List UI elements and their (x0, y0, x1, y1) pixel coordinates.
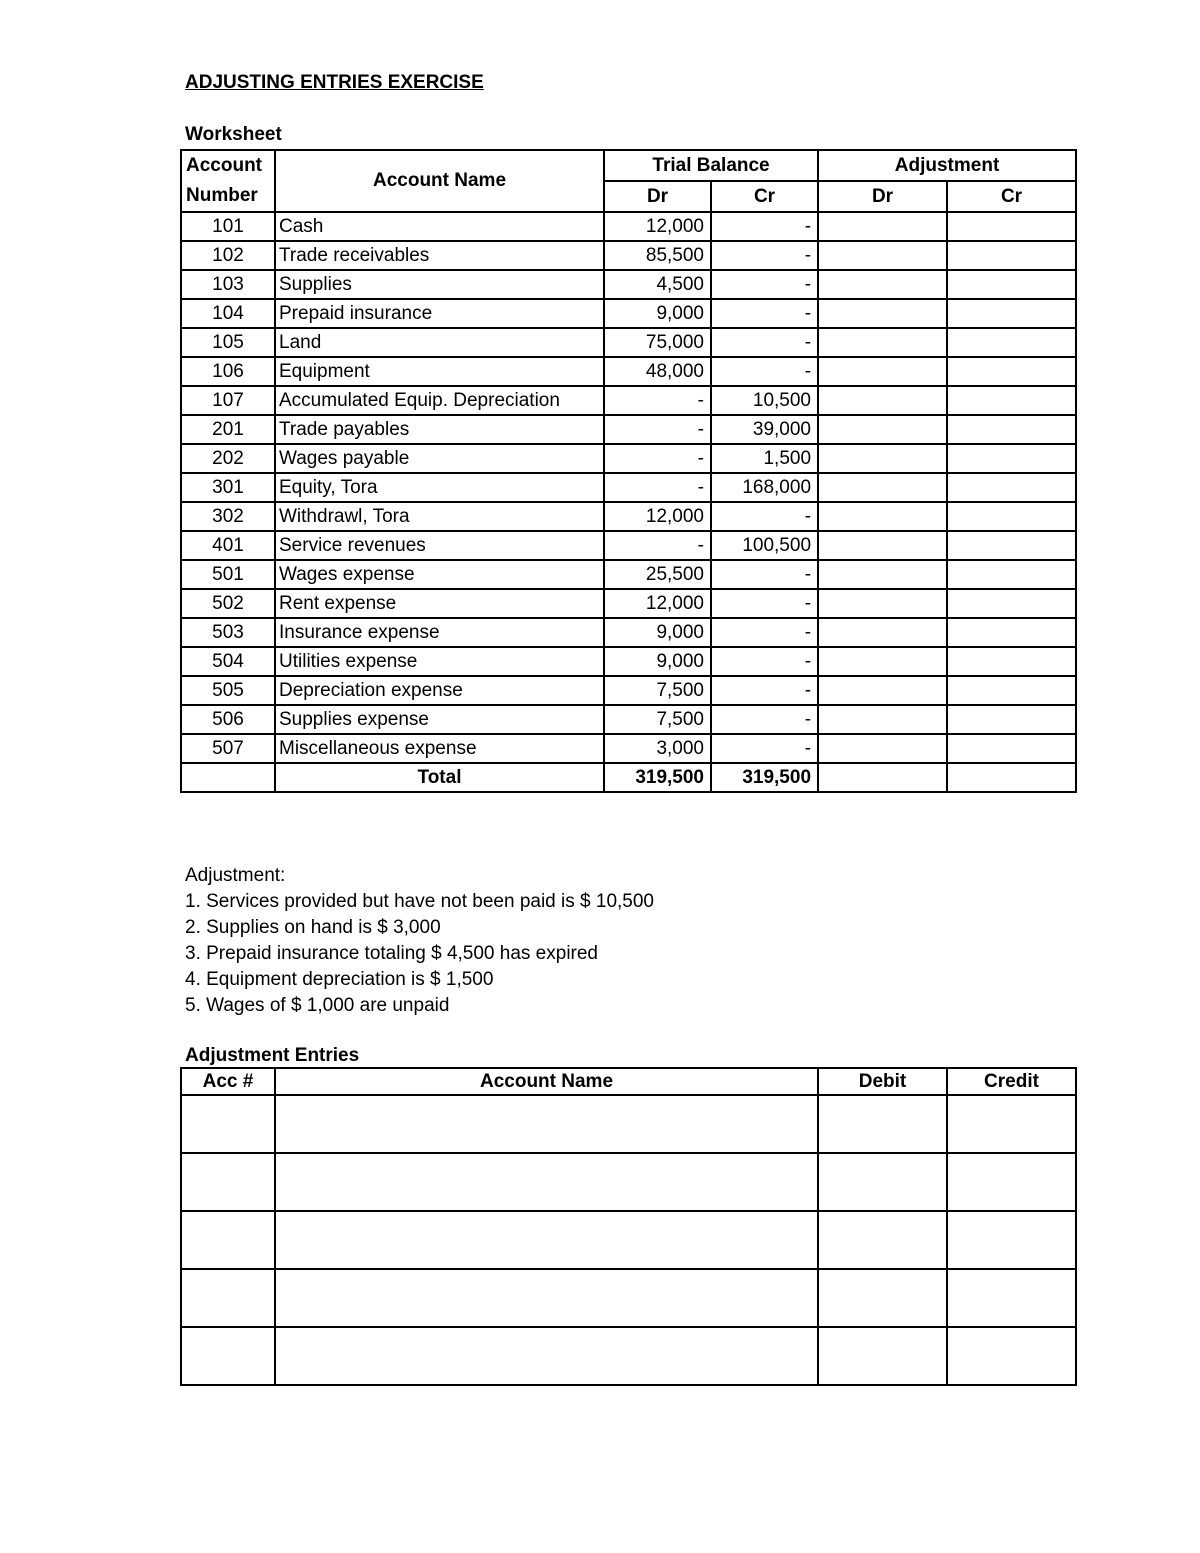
trial-cr: 39,000 (711, 415, 818, 444)
adjust-cr-cell[interactable] (947, 241, 1076, 270)
trial-cr: 10,500 (711, 386, 818, 415)
adjust-cr-cell[interactable] (947, 386, 1076, 415)
adjust-cr-cell[interactable] (947, 270, 1076, 299)
entry-acc-cell[interactable] (181, 1095, 275, 1153)
adjust-cr-cell[interactable] (947, 705, 1076, 734)
trial-dr: 3,000 (604, 734, 711, 763)
table-row (181, 357, 1076, 386)
entry-acc-cell[interactable] (181, 1327, 275, 1385)
trial-cr: - (711, 589, 818, 618)
trial-dr: - (604, 444, 711, 473)
table-row (181, 328, 1076, 357)
trial-dr: 7,500 (604, 676, 711, 705)
trial-cr: - (711, 705, 818, 734)
trial-dr: 9,000 (604, 618, 711, 647)
adjust-dr-cell[interactable] (818, 473, 947, 502)
adjust-cr-header: Cr (947, 181, 1076, 212)
adjust-cr-cell[interactable] (947, 734, 1076, 763)
account-number-header (181, 150, 275, 212)
adjust-dr-cell[interactable] (818, 734, 947, 763)
entry-row (181, 1153, 1076, 1211)
trial-dr: - (604, 415, 711, 444)
trial-dr: 4,500 (604, 270, 711, 299)
account-number: 501 (181, 560, 275, 589)
account-name: Rent expense (275, 589, 604, 618)
entry-credit-cell[interactable] (947, 1095, 1076, 1153)
trial-cr-header: Cr (711, 181, 818, 212)
trial-dr: - (604, 473, 711, 502)
acc-no-header: Acc # (181, 1068, 275, 1095)
trial-dr: 85,500 (604, 241, 711, 270)
table-row (181, 647, 1076, 676)
trial-dr: - (604, 531, 711, 560)
adjust-cr-cell[interactable] (947, 444, 1076, 473)
adjust-cr-cell[interactable] (947, 618, 1076, 647)
worksheet-label: Worksheet (185, 124, 282, 145)
adjust-cr-cell[interactable] (947, 299, 1076, 328)
total-adj-dr[interactable] (818, 763, 947, 792)
entry-row (181, 1095, 1076, 1153)
account-number: 101 (181, 212, 275, 241)
entry-acc-cell[interactable] (181, 1269, 275, 1327)
account-number: 301 (181, 473, 275, 502)
trial-dr: 48,000 (604, 357, 711, 386)
trial-dr-header: Dr (604, 181, 711, 212)
table-row (181, 386, 1076, 415)
adjust-cr-cell[interactable] (947, 531, 1076, 560)
adjust-cr-cell[interactable] (947, 676, 1076, 705)
trial-dr: 25,500 (604, 560, 711, 589)
adjust-dr-cell[interactable] (818, 676, 947, 705)
adjust-cr-cell[interactable] (947, 647, 1076, 676)
trial-cr: - (711, 357, 818, 386)
table-row (181, 270, 1076, 299)
table-row (181, 676, 1076, 705)
account-name: Supplies (275, 270, 604, 299)
entry-debit-cell[interactable] (818, 1269, 947, 1327)
total-label: Total (275, 763, 604, 792)
adjustment-item: 1. Services provided but have not been paid is $ 10,500 (185, 891, 654, 912)
trial-cr: - (711, 212, 818, 241)
trial-cr: 100,500 (711, 531, 818, 560)
entry-name-cell[interactable] (275, 1153, 818, 1211)
trial-cr: 1,500 (711, 444, 818, 473)
account-number: 503 (181, 618, 275, 647)
trial-dr: 7,500 (604, 705, 711, 734)
account-number: 401 (181, 531, 275, 560)
entry-name-cell[interactable] (275, 1095, 818, 1153)
account-name: Supplies expense (275, 705, 604, 734)
trial-cr: - (711, 734, 818, 763)
trial-cr: - (711, 676, 818, 705)
account-number: 302 (181, 502, 275, 531)
table-row (181, 734, 1076, 763)
entry-account-name-header: Account Name (275, 1068, 818, 1095)
adjustment-item: 5. Wages of $ 1,000 are unpaid (185, 995, 450, 1016)
table-row (181, 415, 1076, 444)
entry-row (181, 1211, 1076, 1269)
trial-cr: - (711, 647, 818, 676)
account-name: Insurance expense (275, 618, 604, 647)
account-number: 202 (181, 444, 275, 473)
trial-dr: 9,000 (604, 647, 711, 676)
trial-cr: - (711, 328, 818, 357)
trial-cr: - (711, 241, 818, 270)
account-number: 103 (181, 270, 275, 299)
account-number: 104 (181, 299, 275, 328)
account-name: Wages expense (275, 560, 604, 589)
entry-name-cell[interactable] (275, 1269, 818, 1327)
total-empty-cell (181, 763, 275, 792)
page-title: ADJUSTING ENTRIES EXERCISE (185, 72, 484, 93)
entry-debit-cell[interactable] (818, 1327, 947, 1385)
worksheet-table (180, 149, 1077, 793)
trial-dr: 75,000 (604, 328, 711, 357)
adjust-dr-cell[interactable] (818, 647, 947, 676)
account-name: Miscellaneous expense (275, 734, 604, 763)
account-name-header: Account Name (275, 150, 604, 212)
account-number: 105 (181, 328, 275, 357)
trial-cr: - (711, 502, 818, 531)
entry-credit-cell[interactable] (947, 1269, 1076, 1327)
adjust-dr-cell[interactable] (818, 270, 947, 299)
adjust-dr-cell[interactable] (818, 415, 947, 444)
adjust-cr-cell[interactable] (947, 473, 1076, 502)
account-number: 506 (181, 705, 275, 734)
adjust-dr-cell[interactable] (818, 560, 947, 589)
entry-credit-cell[interactable] (947, 1153, 1076, 1211)
adjust-dr-cell[interactable] (818, 618, 947, 647)
adjust-dr-cell[interactable] (818, 357, 947, 386)
trial-cr: - (711, 618, 818, 647)
account-name: Equity, Tora (275, 473, 604, 502)
entry-name-cell[interactable] (275, 1327, 818, 1385)
adjustment-item: 2. Supplies on hand is $ 3,000 (185, 917, 441, 938)
entry-credit-cell[interactable] (947, 1327, 1076, 1385)
adjustment-notes (185, 863, 654, 1019)
adjust-cr-cell[interactable] (947, 589, 1076, 618)
adjust-dr-cell[interactable] (818, 299, 947, 328)
table-row (181, 299, 1076, 328)
account-number: 107 (181, 386, 275, 415)
account-name: Wages payable (275, 444, 604, 473)
trial-dr: - (604, 386, 711, 415)
trial-balance-header: Trial Balance (604, 150, 818, 181)
account-name: Prepaid insurance (275, 299, 604, 328)
account-name: Trade payables (275, 415, 604, 444)
adjust-dr-cell[interactable] (818, 241, 947, 270)
entry-acc-cell[interactable] (181, 1211, 275, 1269)
adjust-cr-cell[interactable] (947, 328, 1076, 357)
account-number: 502 (181, 589, 275, 618)
total-cr: 319,500 (711, 763, 818, 792)
table-row (181, 212, 1076, 241)
adjustment-heading: Adjustment: (185, 865, 286, 886)
table-row (181, 444, 1076, 473)
entry-row (181, 1269, 1076, 1327)
adjust-dr-cell[interactable] (818, 502, 947, 531)
adjust-cr-cell[interactable] (947, 560, 1076, 589)
account-header-line1: Account (186, 155, 262, 176)
adjust-dr-cell[interactable] (818, 386, 947, 415)
account-number: 505 (181, 676, 275, 705)
total-adj-cr[interactable] (947, 763, 1076, 792)
account-name: Equipment (275, 357, 604, 386)
trial-dr: 12,000 (604, 589, 711, 618)
adjust-cr-cell[interactable] (947, 502, 1076, 531)
account-name: Utilities expense (275, 647, 604, 676)
trial-cr: - (711, 270, 818, 299)
total-dr: 319,500 (604, 763, 711, 792)
trial-cr: - (711, 560, 818, 589)
adjust-dr-cell[interactable] (818, 589, 947, 618)
entries-table (180, 1067, 1077, 1386)
total-row (181, 763, 1076, 792)
credit-header: Credit (947, 1068, 1076, 1095)
account-number: 106 (181, 357, 275, 386)
adjust-dr-cell[interactable] (818, 444, 947, 473)
adjust-dr-header: Dr (818, 181, 947, 212)
entry-name-cell[interactable] (275, 1211, 818, 1269)
table-row (181, 589, 1076, 618)
trial-dr: 12,000 (604, 212, 711, 241)
account-header-line2: Number (186, 185, 258, 206)
table-row (181, 560, 1076, 589)
adjust-dr-cell[interactable] (818, 328, 947, 357)
trial-dr: 9,000 (604, 299, 711, 328)
table-row (181, 705, 1076, 734)
account-name: Service revenues (275, 531, 604, 560)
table-row (181, 502, 1076, 531)
trial-cr: - (711, 299, 818, 328)
entries-label: Adjustment Entries (185, 1045, 360, 1066)
entry-row (181, 1327, 1076, 1385)
adjustment-item: 3. Prepaid insurance totaling $ 4,500 has expired (185, 943, 598, 964)
trial-dr: 12,000 (604, 502, 711, 531)
adjustment-header: Adjustment (818, 150, 1076, 181)
account-name: Land (275, 328, 604, 357)
account-number: 507 (181, 734, 275, 763)
table-row (181, 618, 1076, 647)
adjustment-item: 4. Equipment depreciation is $ 1,500 (185, 969, 494, 990)
account-number: 102 (181, 241, 275, 270)
entry-debit-cell[interactable] (818, 1153, 947, 1211)
account-number: 201 (181, 415, 275, 444)
entry-debit-cell[interactable] (818, 1211, 947, 1269)
adjust-cr-cell[interactable] (947, 357, 1076, 386)
entry-acc-cell[interactable] (181, 1153, 275, 1211)
adjust-dr-cell[interactable] (818, 212, 947, 241)
account-name: Withdrawl, Tora (275, 502, 604, 531)
account-name: Accumulated Equip. Depreciation (275, 386, 604, 415)
account-number: 504 (181, 647, 275, 676)
debit-header: Debit (818, 1068, 947, 1095)
account-name: Depreciation expense (275, 676, 604, 705)
account-name: Trade receivables (275, 241, 604, 270)
entry-debit-cell[interactable] (818, 1095, 947, 1153)
table-row (181, 473, 1076, 502)
table-row (181, 531, 1076, 560)
table-row (181, 241, 1076, 270)
adjust-dr-cell[interactable] (818, 705, 947, 734)
adjust-cr-cell[interactable] (947, 415, 1076, 444)
entry-credit-cell[interactable] (947, 1211, 1076, 1269)
adjust-dr-cell[interactable] (818, 531, 947, 560)
trial-cr: 168,000 (711, 473, 818, 502)
account-name: Cash (275, 212, 604, 241)
adjust-cr-cell[interactable] (947, 212, 1076, 241)
